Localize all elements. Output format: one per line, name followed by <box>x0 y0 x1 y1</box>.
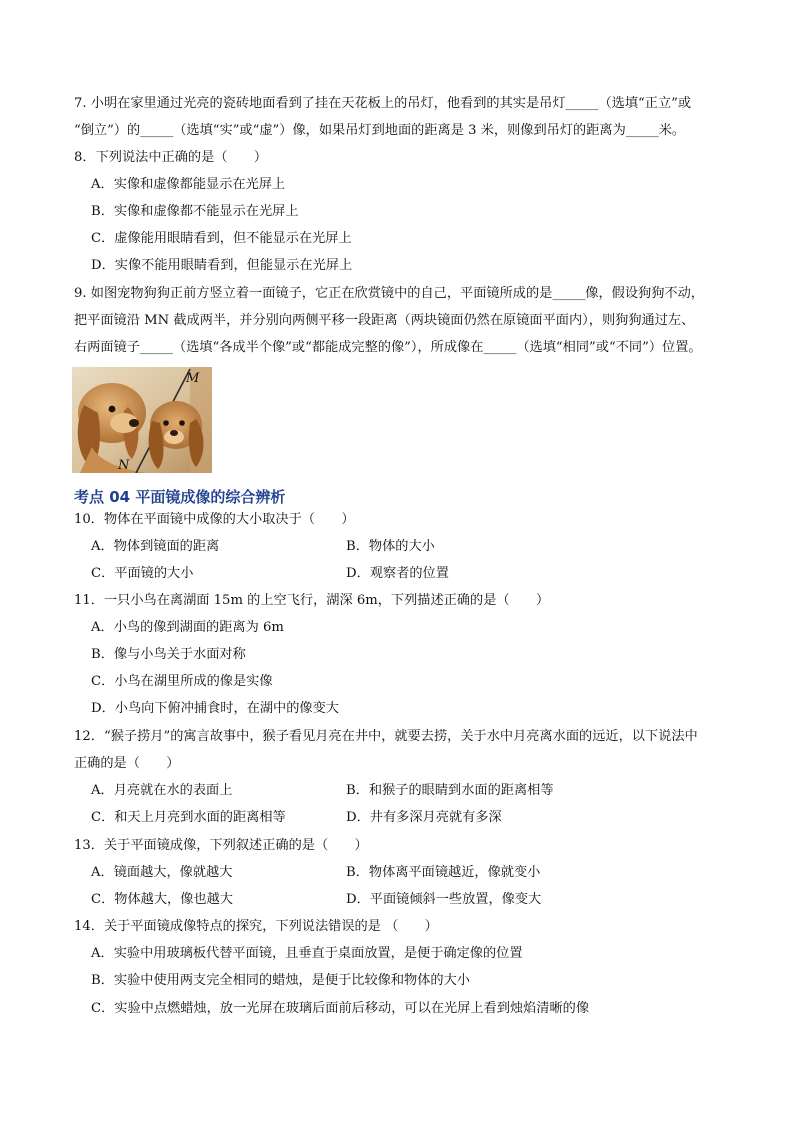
question-10-option-b: B．物体的大小 <box>346 539 435 554</box>
question-10-option-c: C．平面镜的大小 <box>91 566 194 581</box>
question-7-line-2: “倒立”）的_____（选填“实”或“虚”）像，如果吊灯到地面的距离是 3 米，则像到吊灯的距离为_____米。 <box>74 123 686 138</box>
question-11-option-a: A．小鸟的像到湖面的距离为 6m <box>91 620 284 635</box>
question-8-stem: 8．下列说法中正确的是（ ） <box>74 150 268 165</box>
question-14-option-b: B．实验中使用两支完全相同的蜡烛，是便于比较像和物体的大小 <box>91 973 470 988</box>
question-9-line-1: 9. 如图宠物狗狗正前方竖立着一面镜子，它正在欣赏镜中的自己，平面镜所成的是_____像，假设狗狗不动， <box>74 286 704 301</box>
label-m: M <box>186 371 200 386</box>
question-14-option-c: C．实验中点燃蜡烛，放一光屏在玻璃后面前后移动，可以在光屏上看到烛焰清晰的像 <box>91 1001 590 1016</box>
question-12-line-2: 正确的是（ ） <box>74 756 180 771</box>
label-n: N <box>118 458 130 473</box>
question-11-option-b: B．像与小鸟关于水面对称 <box>91 647 246 662</box>
question-8-option-b: B．实像和虚像都不能显示在光屏上 <box>91 204 299 219</box>
question-12-option-c: C．和天上月亮到水面的距离相等 <box>91 810 286 825</box>
question-8-option-d: D．实像不能用眼睛看到，但能显示在光屏上 <box>91 258 353 273</box>
question-13-option-c: C．物体越大，像也越大 <box>91 892 233 907</box>
question-13-option-b: B．物体离平面镜越近，像就变小 <box>346 865 541 880</box>
dog-mirror-photo <box>72 367 212 473</box>
question-8-option-a: A．实像和虚像都能显示在光屏上 <box>91 177 286 192</box>
question-14-option-a: A．实验中用玻璃板代替平面镜，且垂直于桌面放置，是便于确定像的位置 <box>91 946 523 961</box>
question-9-line-2: 把平面镜沿 MN 截成两半，并分别向两侧平移一段距离（两块镜面仍然在原镜面平面内），则狗狗通过左、 <box>74 313 695 328</box>
section-heading: 考点 04 平面镜成像的综合辨析 <box>74 488 286 506</box>
question-12-line-1: 12．“猴子捞月”的寓言故事中，猴子看见月亮在井中，就要去捞，关于水中月亮离水面的远近，以下说法中 <box>74 729 698 744</box>
question-10-stem: 10．物体在平面镜中成像的大小取决于（ ） <box>74 512 355 527</box>
question-10-option-a: A．物体到镜面的距离 <box>91 539 220 554</box>
question-12-option-b: B．和猴子的眼睛到水面的距离相等 <box>346 783 554 798</box>
question-8-option-c: C．虚像能用眼睛看到，但不能显示在光屏上 <box>91 231 352 246</box>
question-11-stem: 11．一只小鸟在离湖面 15m 的上空飞行，湖深 6m，下列描述正确的是（ ） <box>74 593 550 608</box>
question-13-stem: 13．关于平面镜成像，下列叙述正确的是（ ） <box>74 838 368 853</box>
question-7-line-1: 7. 小明在家里通过光亮的瓷砖地面看到了挂在天花板上的吊灯，他看到的其实是吊灯_____（选填“正立”或 <box>74 96 692 111</box>
question-11-option-c: C．小鸟在湖里所成的像是实像 <box>91 674 273 689</box>
question-14-stem: 14．关于平面镜成像特点的探究，下列说法错误的是 （ ） <box>74 919 438 934</box>
question-9-line-3: 右两面镜子_____（选填“各成半个像”或“都能成完整的像”），所成像在_____（选填“相同”或“不同”）位置。 <box>74 340 702 355</box>
question-11-option-d: D．小鸟向下俯冲捕食时，在湖中的像变大 <box>91 701 339 716</box>
question-12-option-a: A．月亮就在水的表面上 <box>91 783 233 798</box>
question-10-option-d: D．观察者的位置 <box>346 566 449 581</box>
question-12-option-d: D．井有多深月亮就有多深 <box>346 810 502 825</box>
question-13-option-d: D．平面镜倾斜一些放置，像变大 <box>346 892 542 907</box>
question-13-option-a: A．镜面越大，像就越大 <box>91 865 233 880</box>
